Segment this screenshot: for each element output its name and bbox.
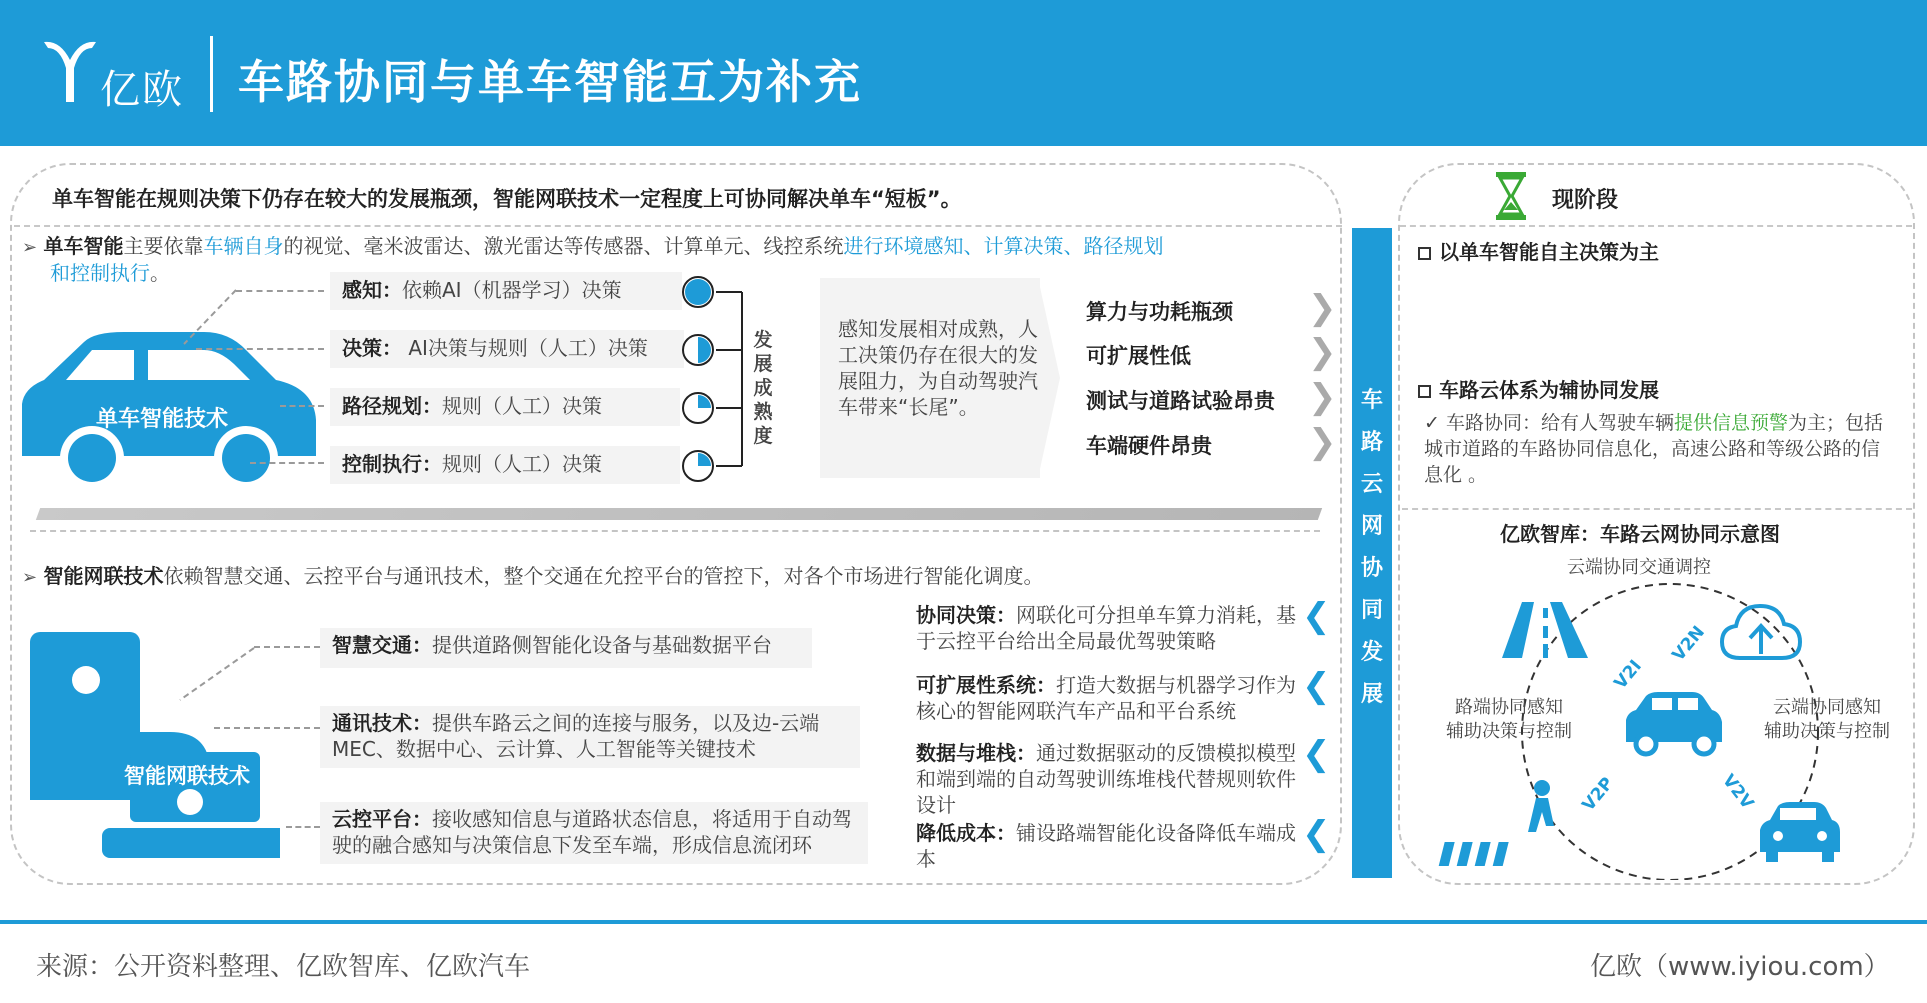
maturity-label xyxy=(750,328,776,448)
capability-value: 规则（人工）决策 xyxy=(442,394,602,418)
v2i-label: V2I xyxy=(1610,656,1646,694)
car-label: 单车智能技术 xyxy=(96,407,229,432)
road-separator xyxy=(36,508,1322,520)
diagram-title: 亿欧智库：车路云网协同示意图 xyxy=(1500,522,1780,546)
lead-statement: 单车智能在规则决策下仍存在较大的发展瓶颈，智能网联技术一定程度上可协同解决单车“短板”。 xyxy=(52,187,962,211)
stage-detail-highlight: 提供信息预警 xyxy=(1673,412,1788,434)
intro-text-2: 的视觉、毫米波雷达、激光雷达等传感器、计算单元、线控系统 xyxy=(283,234,844,258)
benefit-key: 降低成本： xyxy=(916,821,1016,845)
intro-highlight-3: 和控制执行 xyxy=(50,261,150,285)
technology-value: 提供道路侧智能化设备与基础数据平台 xyxy=(432,633,772,657)
logo-text: 亿欧 xyxy=(100,67,184,113)
maturity-label-char: 度 xyxy=(753,425,773,447)
diagram-subtitle: 云端协同交通调控 xyxy=(1567,557,1711,578)
vertical-banner-text xyxy=(1352,380,1392,716)
arrow-bullet-icon: ➢ xyxy=(22,567,38,588)
stage-point-2-text: 车路云体系为辅协同发展 xyxy=(1439,378,1659,402)
road-cooperation-label: 路端协同感知 辅助决策与控制 xyxy=(1446,697,1572,742)
cloud-cooperation-label: 云端协同感知 辅助决策与控制 xyxy=(1764,697,1890,742)
stage-detail-text-2: 为主；包括城市道路的车路协同信息化，高速公路和等级公路的信息化 。 xyxy=(1424,412,1883,486)
maturity-chart xyxy=(680,272,760,492)
connector-line xyxy=(196,348,324,350)
benefit-item xyxy=(916,672,1310,724)
stage-point-2 xyxy=(1418,374,1659,403)
benefit-key: 协同决策： xyxy=(916,603,1016,627)
chevron-right-icon: ❯ xyxy=(1308,332,1337,372)
stage-point-1 xyxy=(1418,236,1659,265)
intro-text-1: 主要依靠 xyxy=(123,234,204,258)
connected-term: 智能网联技术 xyxy=(43,564,164,588)
benefit-value: 打造大数据与机器学习作为核心的智能网联汽车产品和平台系统 xyxy=(916,673,1296,723)
technology-value: 提供车路云之间的连接与服务，以及边-云端MEC、数据中心、云计算、人工智能等关键技术 xyxy=(332,711,820,761)
chevron-right-icon: ❯ xyxy=(1308,288,1337,328)
checkbox-square-icon xyxy=(1418,385,1431,398)
source-text: 来源：公开资料整理、亿欧智库、亿欧汽车 xyxy=(36,952,531,982)
connector-line xyxy=(236,290,324,292)
benefit-item xyxy=(916,602,1310,654)
connector-line xyxy=(176,646,256,702)
stage-detail xyxy=(1424,410,1894,488)
divider-line xyxy=(14,225,1342,227)
other-vehicle-icon xyxy=(1760,802,1840,862)
capability-value: 依赖AI（机器学习）决策 xyxy=(402,278,622,302)
benefit-value: 通过数据驱动的反馈模拟模型和端到端的自动驾驶训练堆栈代替规则软件设计 xyxy=(916,741,1296,817)
vertical-banner-char: 协 xyxy=(1360,556,1383,581)
technology-item xyxy=(320,628,812,668)
intro-text-3: 。 xyxy=(150,261,170,285)
chevron-left-icon: ❮ xyxy=(1302,814,1331,854)
hourglass-icon xyxy=(1494,170,1528,222)
page-title: 车路协同与单车智能互为补充 xyxy=(238,55,862,109)
vehicle-icon xyxy=(1626,692,1722,754)
intro-highlight-1: 车辆自身 xyxy=(203,234,284,258)
current-stage-title: 现阶段 xyxy=(1552,188,1619,213)
header-divider xyxy=(210,36,213,112)
maturity-circle-icon xyxy=(683,451,713,481)
device-label: 智能网联技术 xyxy=(124,764,250,788)
maturity-circle-icon xyxy=(683,335,713,365)
summary-text: 感知发展相对成熟，人工决策仍存在很大的发展阻力，为自动驾驶汽车带来“长尾”。 xyxy=(838,317,1038,419)
connector-line xyxy=(254,646,320,648)
vertical-banner-char: 展 xyxy=(1360,682,1383,707)
single-vehicle-intro xyxy=(22,233,1322,261)
single-vehicle-intro-cont xyxy=(50,260,170,287)
capability-value: 规则（人工）决策 xyxy=(442,452,602,476)
benefit-key: 数据与堆栈： xyxy=(916,741,1036,765)
vertical-banner-char: 网 xyxy=(1360,514,1383,539)
technology-key: 云控平台： xyxy=(332,807,432,831)
maturity-label-char: 熟 xyxy=(753,401,773,423)
bottleneck-item: 算力与功耗瓶颈 xyxy=(1086,300,1233,324)
benefit-item xyxy=(916,740,1310,818)
vertical-banner-char: 路 xyxy=(1360,430,1383,455)
capability-item xyxy=(330,446,680,484)
chevron-left-icon: ❮ xyxy=(1302,666,1331,706)
chevron-left-icon: ❮ xyxy=(1302,734,1331,774)
maturity-label-char: 发 xyxy=(753,329,773,351)
bottleneck-item: 车端硬件昂贵 xyxy=(1086,434,1212,458)
capability-key: 感知： xyxy=(342,278,402,302)
maturity-label-char: 成 xyxy=(753,377,773,399)
capability-key: 决策： xyxy=(342,336,402,360)
connector-line xyxy=(286,826,320,828)
checkbox-square-icon xyxy=(1418,247,1431,260)
capability-item xyxy=(330,330,684,368)
connected-intro xyxy=(22,563,1043,591)
maturity-circle-icon xyxy=(683,393,713,423)
intro-highlight-2: 进行环境感知、计算决策、路径规划 xyxy=(843,234,1164,258)
stage-detail-text-1: 车路协同：给有人驾驶车辆 xyxy=(1439,412,1674,434)
v2n-label: V2N xyxy=(1668,622,1710,666)
road-dashed-line xyxy=(30,530,1320,532)
maturity-circle-icon xyxy=(683,277,713,307)
vertical-banner-char: 车 xyxy=(1360,388,1383,413)
site-text: 亿欧（www.iyiou.com） xyxy=(1590,952,1890,982)
stage-point-1-text: 以单车智能自主决策为主 xyxy=(1439,240,1659,264)
intro-term: 单车智能 xyxy=(43,234,124,258)
technology-item xyxy=(320,802,868,864)
technology-item xyxy=(320,706,860,768)
chevron-right-icon: ❯ xyxy=(1308,377,1337,417)
summary-box-arrow xyxy=(1038,278,1060,478)
v2v-label: V2V xyxy=(1718,770,1758,814)
capability-key: 控制执行： xyxy=(342,452,442,476)
cloud-upload-icon xyxy=(1722,606,1800,658)
connector-line xyxy=(280,405,324,407)
bottleneck-item: 测试与道路试验昂贵 xyxy=(1086,389,1275,413)
pedestrian-icon xyxy=(1439,780,1554,866)
capability-item xyxy=(330,388,680,426)
connected-text: 依赖智慧交通、云控平台与通讯技术，整个交通在允控平台的管控下，对各个市场进行智能化调度。 xyxy=(163,564,1044,588)
connector-line xyxy=(180,288,240,348)
divider-line xyxy=(1400,225,1912,227)
divider-line xyxy=(1402,508,1912,510)
arrow-bullet-icon: ➢ xyxy=(22,237,38,258)
vertical-banner-char: 云 xyxy=(1360,472,1383,497)
vertical-banner-char: 发 xyxy=(1360,640,1383,665)
capability-key: 路径规划： xyxy=(342,394,442,418)
vertical-banner-char: 同 xyxy=(1360,598,1383,623)
check-icon: ✓ xyxy=(1424,412,1440,434)
benefit-item xyxy=(916,820,1310,872)
capability-item xyxy=(330,272,682,310)
technology-key: 智慧交通： xyxy=(332,633,432,657)
technology-value: 接收感知信息与道路状态信息，将适用于自动驾驶的融合感知与决策信息下发至车端，形成信息流闭环 xyxy=(332,807,852,857)
yiou-logo-icon xyxy=(40,36,100,106)
road-icon xyxy=(1502,602,1588,658)
chevron-right-icon: ❯ xyxy=(1308,422,1337,462)
connector-line xyxy=(214,727,320,729)
benefit-value: 网联化可分担单车算力消耗，基于云控平台给出全局最优驾驶策略 xyxy=(916,603,1296,653)
maturity-label-char: 展 xyxy=(753,353,773,375)
connector-line xyxy=(250,462,324,464)
capability-value: AI决策与规则（人工）决策 xyxy=(402,336,648,360)
technology-key: 通讯技术： xyxy=(332,711,432,735)
chevron-left-icon: ❮ xyxy=(1302,596,1331,636)
footer-line xyxy=(0,920,1927,924)
benefit-value: 铺设路端智能化设备降低车端成本 xyxy=(916,821,1296,871)
bottleneck-item: 可扩展性低 xyxy=(1086,344,1191,368)
v2p-label: V2P xyxy=(1578,773,1618,816)
benefit-key: 可扩展性系统： xyxy=(916,673,1056,697)
